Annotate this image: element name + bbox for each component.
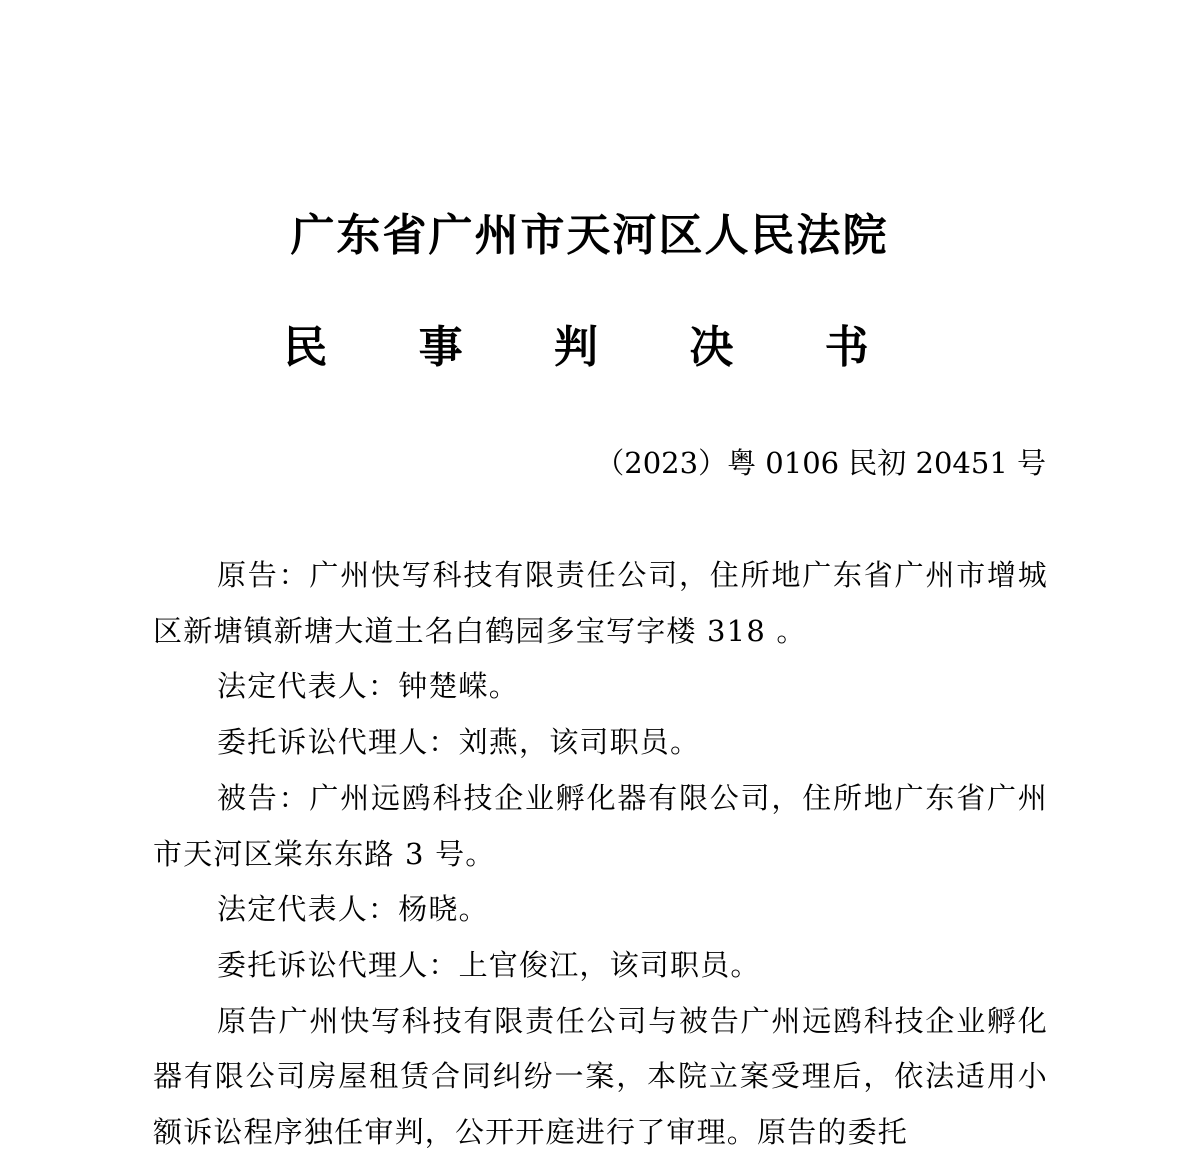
- defendant-paragraph: 被告：广州远鸥科技企业孵化器有限公司，住所地广东省广州市天河区棠东东路 3 号。: [153, 780, 1048, 871]
- court-name: 广东省广州市天河区人民法院: [290, 210, 889, 261]
- document-body: [153, 548, 1048, 1161]
- document-type-title: 民 事 判 决 书: [283, 322, 907, 373]
- defendant-agent: 委托诉讼代理人：上官俊江，该司职员。: [217, 947, 761, 982]
- plaintiff-agent: 委托诉讼代理人：刘燕，该司职员。: [217, 725, 701, 760]
- defendant-legal-representative: 法定代表人：杨晓。: [217, 892, 489, 927]
- plaintiff-paragraph: 原告：广州快写科技有限责任公司，住所地广东省广州市增城区新塘镇新塘大道土名白鹤园多宝写字楼 318 。: [153, 558, 1048, 648]
- case-intro-paragraph: 原告广州快写科技有限责任公司与被告广州远鸥科技企业孵化器有限公司房屋租赁合同纠纷一案，本院立案受理后，依法适用小额诉讼程序独任审判，公开开庭进行了审理。原告的委托: [153, 1003, 1048, 1150]
- case-number: （2023）粤 0106 民初 20451 号: [595, 446, 1046, 480]
- plaintiff-legal-representative: 法定代表人：钟楚嵘。: [217, 669, 520, 704]
